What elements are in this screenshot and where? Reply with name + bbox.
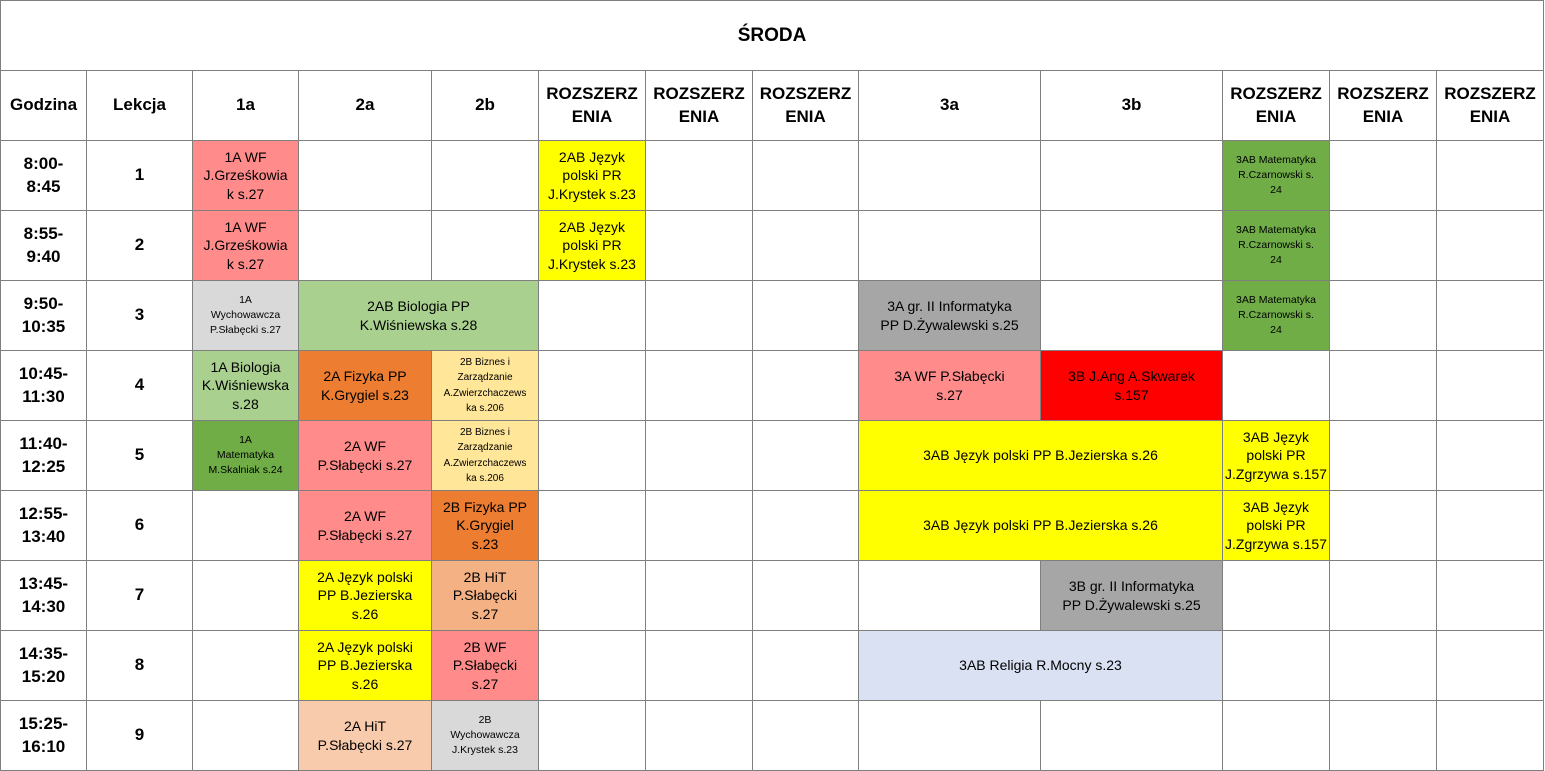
empty-cell <box>1330 211 1437 281</box>
empty-cell <box>432 141 539 211</box>
lesson-cell: 3AB Matematyka R.Czarnowski s. 24 <box>1223 211 1330 281</box>
empty-cell <box>646 491 753 561</box>
column-header: ROZSZERZENIA <box>539 71 646 141</box>
lesson-cell: 1A Matematyka M.Skalniak s.24 <box>193 421 299 491</box>
empty-cell <box>539 421 646 491</box>
empty-cell <box>193 561 299 631</box>
empty-cell <box>646 561 753 631</box>
empty-cell <box>1223 701 1330 771</box>
column-header: 2b <box>432 71 539 141</box>
empty-cell <box>1437 491 1544 561</box>
empty-cell <box>1437 421 1544 491</box>
empty-cell <box>753 701 859 771</box>
empty-cell <box>1437 701 1544 771</box>
empty-cell <box>1330 491 1437 561</box>
lesson-number-cell: 7 <box>87 561 193 631</box>
empty-cell <box>753 281 859 351</box>
lesson-row <box>1 211 1544 281</box>
time-cell: 10:45- 11:30 <box>1 351 87 421</box>
empty-cell <box>646 631 753 701</box>
header-row <box>1 71 1544 141</box>
empty-cell <box>539 631 646 701</box>
lesson-cell: 2B Biznes i Zarządzanie A.Zwierzchaczews ka s.206 <box>432 421 539 491</box>
lesson-row <box>1 561 1544 631</box>
lesson-cell: 3AB Język polski PR J.Zgrzywa s.157 <box>1223 491 1330 561</box>
empty-cell <box>1330 631 1437 701</box>
column-header: 2a <box>299 71 432 141</box>
column-header: ROZSZERZENIA <box>1223 71 1330 141</box>
column-header: ROZSZERZENIA <box>1330 71 1437 141</box>
empty-cell <box>1041 211 1223 281</box>
empty-cell <box>299 141 432 211</box>
empty-cell <box>753 631 859 701</box>
lesson-cell: 1A WF J.Grześkowia k s.27 <box>193 211 299 281</box>
lesson-number-cell: 9 <box>87 701 193 771</box>
empty-cell <box>753 211 859 281</box>
lesson-number-cell: 8 <box>87 631 193 701</box>
empty-cell <box>753 491 859 561</box>
empty-cell <box>539 281 646 351</box>
lesson-number-cell: 6 <box>87 491 193 561</box>
empty-cell <box>753 141 859 211</box>
column-header: ROZSZERZENIA <box>753 71 859 141</box>
empty-cell <box>539 561 646 631</box>
time-cell: 11:40- 12:25 <box>1 421 87 491</box>
lesson-cell: 3AB Język polski PP B.Jezierska s.26 <box>859 421 1223 491</box>
column-header: Lekcja <box>87 71 193 141</box>
empty-cell <box>1437 631 1544 701</box>
lesson-cell: 2B HiT P.Słabęcki s.27 <box>432 561 539 631</box>
lesson-cell: 3AB Język polski PR J.Zgrzywa s.157 <box>1223 421 1330 491</box>
empty-cell <box>1330 561 1437 631</box>
lesson-cell: 2A Fizyka PP K.Grygiel s.23 <box>299 351 432 421</box>
empty-cell <box>193 701 299 771</box>
empty-cell <box>753 351 859 421</box>
day-title: ŚRODA <box>1 1 1544 71</box>
empty-cell <box>646 421 753 491</box>
lesson-cell: 3B J.Ang A.Skwarek s.157 <box>1041 351 1223 421</box>
lesson-row <box>1 701 1544 771</box>
lesson-row <box>1 141 1544 211</box>
lesson-row <box>1 491 1544 561</box>
lesson-row <box>1 421 1544 491</box>
empty-cell <box>1041 281 1223 351</box>
column-header: 1a <box>193 71 299 141</box>
lesson-cell: 1A Biologia K.Wiśniewska s.28 <box>193 351 299 421</box>
time-cell: 13:45- 14:30 <box>1 561 87 631</box>
empty-cell <box>1330 351 1437 421</box>
column-header: 3a <box>859 71 1041 141</box>
lesson-cell: 1A WF J.Grześkowia k s.27 <box>193 141 299 211</box>
column-header: 3b <box>1041 71 1223 141</box>
time-cell: 9:50- 10:35 <box>1 281 87 351</box>
lesson-cell: 2A HiT P.Słabęcki s.27 <box>299 701 432 771</box>
empty-cell <box>539 491 646 561</box>
empty-cell <box>1437 561 1544 631</box>
empty-cell <box>539 701 646 771</box>
lesson-cell: 2B Wychowawcza J.Krystek s.23 <box>432 701 539 771</box>
lesson-cell: 2A WF P.Słabęcki s.27 <box>299 491 432 561</box>
empty-cell <box>646 211 753 281</box>
empty-cell <box>193 491 299 561</box>
empty-cell <box>646 351 753 421</box>
lesson-cell: 3A gr. II Informatyka PP D.Żywalewski s.25 <box>859 281 1041 351</box>
time-cell: 15:25- 16:10 <box>1 701 87 771</box>
lesson-cell: 2AB Język polski PR J.Krystek s.23 <box>539 211 646 281</box>
column-header: ROZSZERZENIA <box>1437 71 1544 141</box>
lesson-cell: 2AB Biologia PP K.Wiśniewska s.28 <box>299 281 539 351</box>
empty-cell <box>1041 701 1223 771</box>
time-cell: 8:00- 8:45 <box>1 141 87 211</box>
empty-cell <box>859 701 1041 771</box>
column-header: Godzina <box>1 71 87 141</box>
empty-cell <box>1330 421 1437 491</box>
empty-cell <box>1330 281 1437 351</box>
empty-cell <box>646 141 753 211</box>
lesson-cell: 3AB Matematyka R.Czarnowski s. 24 <box>1223 281 1330 351</box>
empty-cell <box>193 631 299 701</box>
column-header: ROZSZERZENIA <box>646 71 753 141</box>
empty-cell <box>1437 281 1544 351</box>
empty-cell <box>539 351 646 421</box>
empty-cell <box>299 211 432 281</box>
empty-cell <box>1330 141 1437 211</box>
empty-cell <box>1437 141 1544 211</box>
empty-cell <box>859 141 1041 211</box>
empty-cell <box>753 421 859 491</box>
lesson-row <box>1 351 1544 421</box>
time-cell: 12:55- 13:40 <box>1 491 87 561</box>
lesson-cell: 3AB Język polski PP B.Jezierska s.26 <box>859 491 1223 561</box>
empty-cell <box>1223 351 1330 421</box>
empty-cell <box>432 211 539 281</box>
empty-cell <box>859 211 1041 281</box>
timetable-body <box>1 141 1544 771</box>
lesson-number-cell: 4 <box>87 351 193 421</box>
time-cell: 8:55- 9:40 <box>1 211 87 281</box>
lesson-cell: 1A Wychowawcza P.Słabęcki s.27 <box>193 281 299 351</box>
lesson-cell: 2A Język polski PP B.Jezierska s.26 <box>299 561 432 631</box>
lesson-cell: 3A WF P.Słabęcki s.27 <box>859 351 1041 421</box>
empty-cell <box>1437 351 1544 421</box>
lesson-cell: 3B gr. II Informatyka PP D.Żywalewski s.25 <box>1041 561 1223 631</box>
lesson-cell: 2B Fizyka PP K.Grygiel s.23 <box>432 491 539 561</box>
lesson-row <box>1 631 1544 701</box>
lesson-cell: 2B Biznes i Zarządzanie A.Zwierzchaczews ka s.206 <box>432 351 539 421</box>
lesson-row <box>1 281 1544 351</box>
empty-cell <box>753 561 859 631</box>
lesson-cell: 2A Język polski PP B.Jezierska s.26 <box>299 631 432 701</box>
lesson-cell: 3AB Religia R.Mocny s.23 <box>859 631 1223 701</box>
empty-cell <box>646 701 753 771</box>
lesson-number-cell: 5 <box>87 421 193 491</box>
empty-cell <box>646 281 753 351</box>
lesson-cell: 3AB Matematyka R.Czarnowski s. 24 <box>1223 141 1330 211</box>
empty-cell <box>1041 141 1223 211</box>
empty-cell <box>1223 631 1330 701</box>
lesson-number-cell: 2 <box>87 211 193 281</box>
empty-cell <box>1330 701 1437 771</box>
lesson-cell: 2B WF P.Słabęcki s.27 <box>432 631 539 701</box>
lesson-cell: 2A WF P.Słabęcki s.27 <box>299 421 432 491</box>
empty-cell <box>1437 211 1544 281</box>
lesson-number-cell: 3 <box>87 281 193 351</box>
time-cell: 14:35- 15:20 <box>1 631 87 701</box>
empty-cell <box>1223 561 1330 631</box>
lesson-number-cell: 1 <box>87 141 193 211</box>
lesson-cell: 2AB Język polski PR J.Krystek s.23 <box>539 141 646 211</box>
empty-cell <box>859 561 1041 631</box>
